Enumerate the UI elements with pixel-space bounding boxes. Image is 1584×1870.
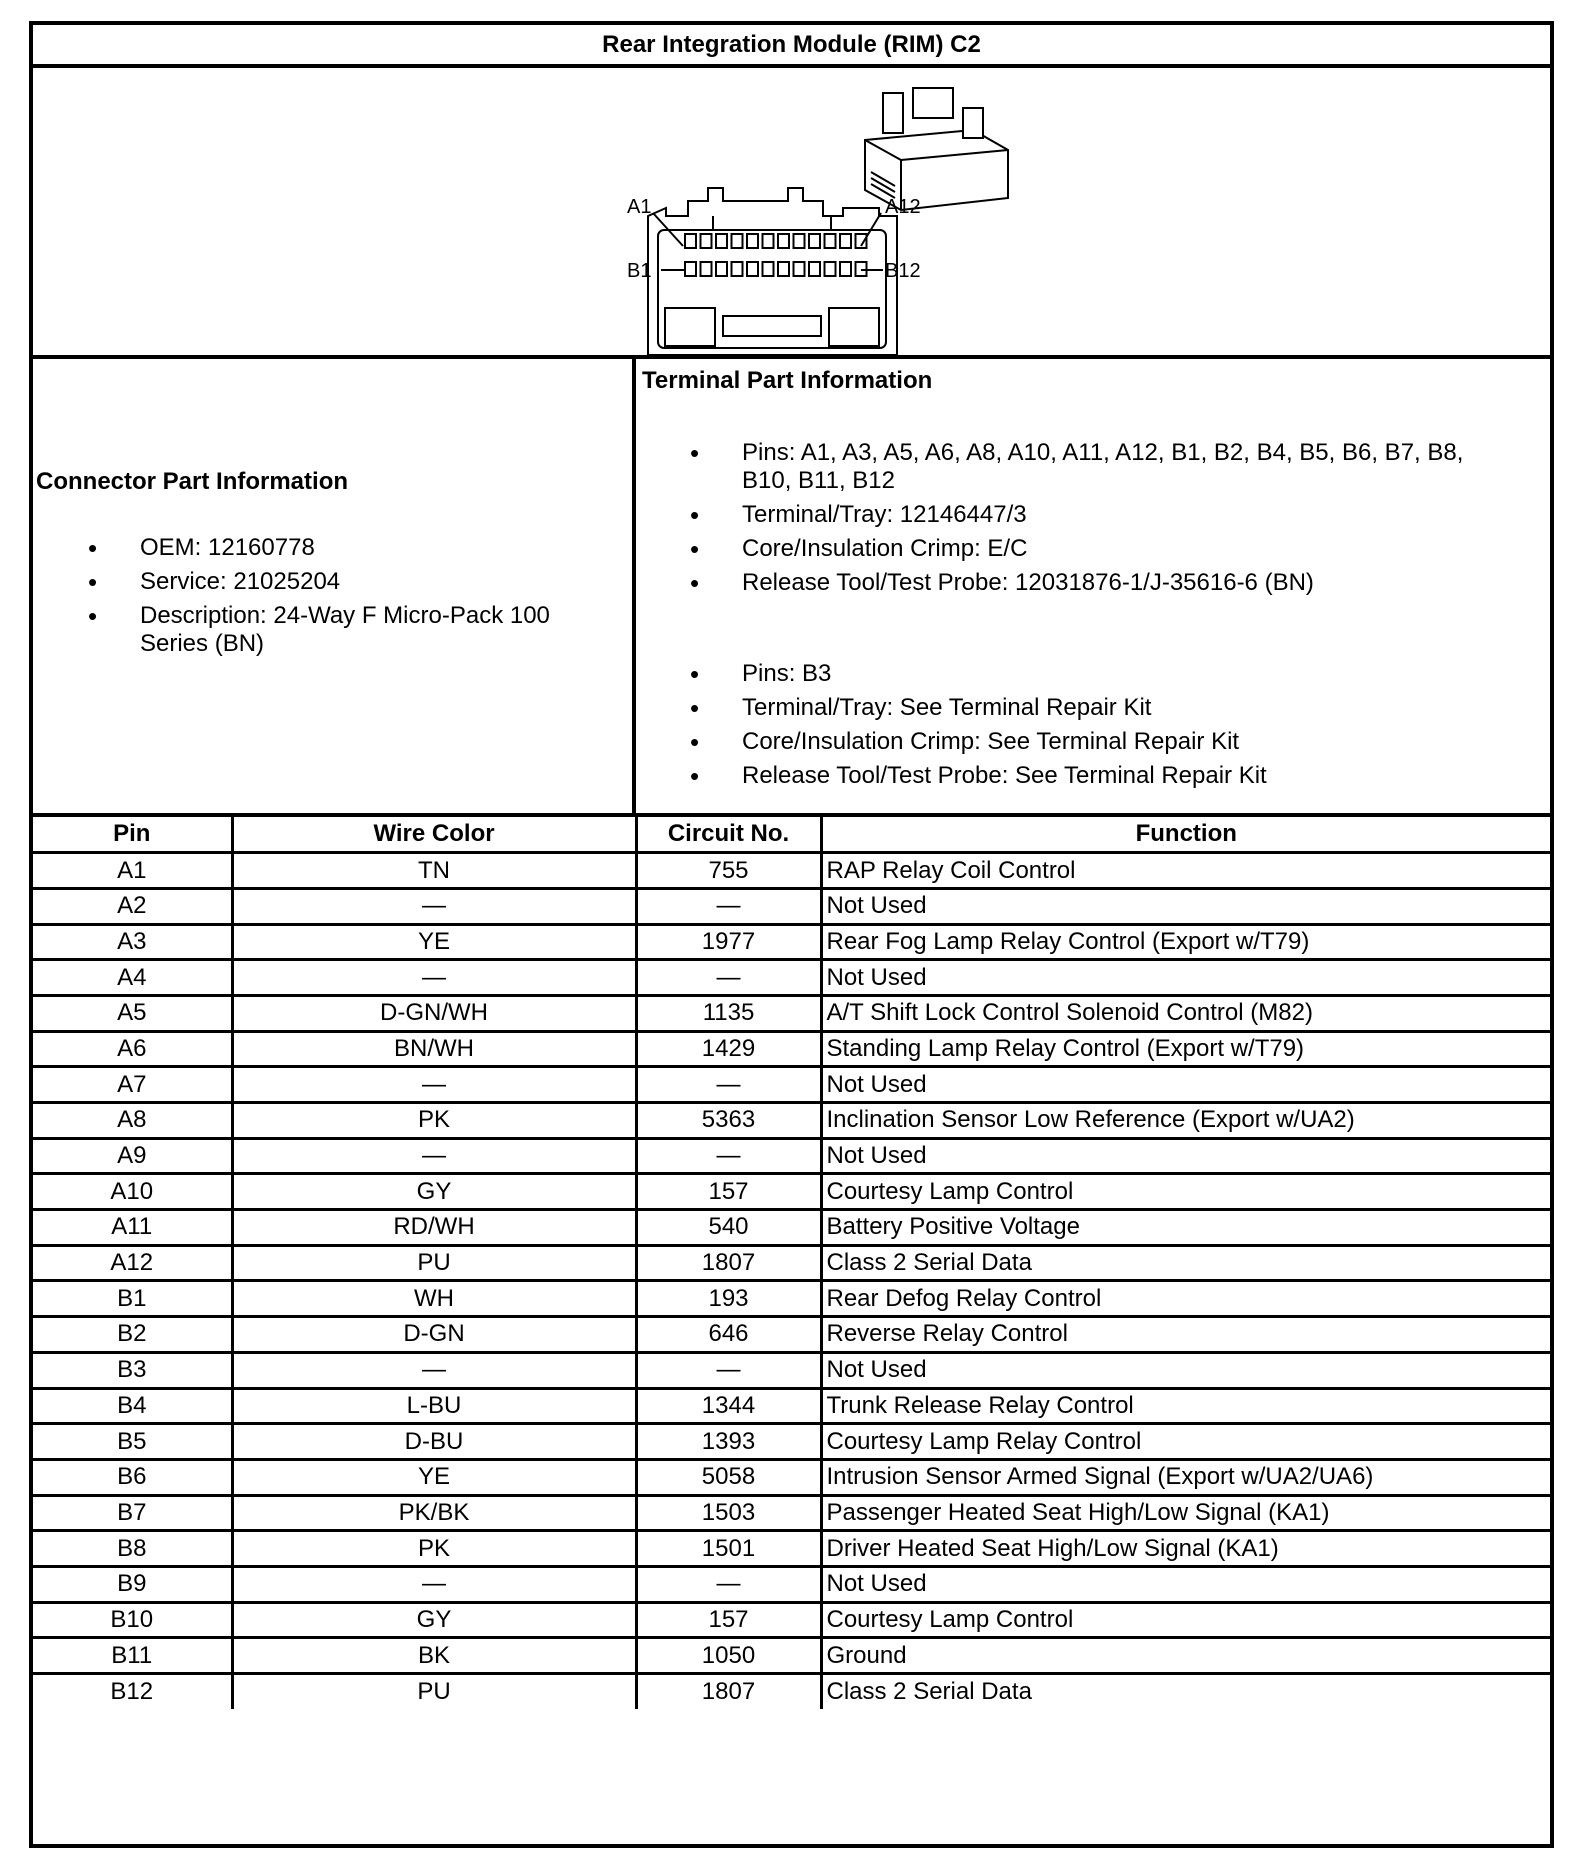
terminal-g2-pins: • Pins: B3 — [690, 660, 1490, 688]
pin-cell: A10 — [33, 1174, 232, 1210]
label-b1: B1 — [627, 260, 652, 282]
pin-cell: B3 — [33, 1352, 232, 1388]
connector-part-info — [33, 359, 636, 813]
circuit-no-cell: 540 — [636, 1210, 821, 1246]
pin-cell: B9 — [33, 1566, 232, 1602]
wire-color-cell: D-BU — [232, 1424, 636, 1460]
table-row — [33, 1067, 1550, 1103]
table-header-row — [33, 817, 1550, 853]
pin-cell: A9 — [33, 1138, 232, 1174]
header-wire-color: Wire Color — [232, 817, 636, 853]
pin-cell: B12 — [33, 1674, 232, 1710]
circuit-no-cell: — — [636, 1352, 821, 1388]
connector-info-list — [88, 534, 568, 664]
function-cell: Courtesy Lamp Control — [821, 1602, 1550, 1638]
pin-cell: A3 — [33, 924, 232, 960]
circuit-no-cell: 157 — [636, 1174, 821, 1210]
table-row — [33, 1495, 1550, 1531]
circuit-no-cell: 193 — [636, 1281, 821, 1317]
connector-diagram-panel — [33, 68, 1550, 359]
function-cell: Not Used — [821, 1566, 1550, 1602]
connector-description: • Description: 24-Way F Micro-Pack 100 Series (BN) — [88, 602, 568, 658]
pin-cell: B7 — [33, 1495, 232, 1531]
circuit-no-cell: 1807 — [636, 1674, 821, 1710]
part-info-panel — [33, 359, 1550, 817]
table-row — [33, 1674, 1550, 1710]
circuit-no-cell: 1807 — [636, 1245, 821, 1281]
table-row — [33, 995, 1550, 1031]
wire-color-cell: PK/BK — [232, 1495, 636, 1531]
connector-service: • Service: 21025204 — [88, 568, 568, 596]
wire-color-cell: L-BU — [232, 1388, 636, 1424]
function-cell: Reverse Relay Control — [821, 1317, 1550, 1353]
wire-color-cell: BK — [232, 1638, 636, 1674]
function-cell: Driver Heated Seat High/Low Signal (KA1) — [821, 1531, 1550, 1567]
table-row — [33, 1602, 1550, 1638]
function-cell: Rear Defog Relay Control — [821, 1281, 1550, 1317]
table-row — [33, 1424, 1550, 1460]
wire-color-cell: D-GN/WH — [232, 995, 636, 1031]
pin-cell: A5 — [33, 995, 232, 1031]
pinout-table-body — [33, 853, 1550, 1710]
pin-cell: B11 — [33, 1638, 232, 1674]
circuit-no-cell: 1503 — [636, 1495, 821, 1531]
function-cell: Not Used — [821, 888, 1550, 924]
circuit-no-cell: 1977 — [636, 924, 821, 960]
terminal-g1-tray: • Terminal/Tray: 12146447/3 — [690, 501, 1490, 529]
wire-color-cell: TN — [232, 853, 636, 889]
pin-cell: A2 — [33, 888, 232, 924]
header-function: Function — [821, 817, 1550, 853]
table-row — [33, 1566, 1550, 1602]
pinout-table — [33, 817, 1550, 1709]
terminal-part-info — [636, 359, 1550, 813]
label-b12: B12 — [885, 260, 921, 282]
circuit-no-cell: 1050 — [636, 1638, 821, 1674]
circuit-no-cell: 157 — [636, 1602, 821, 1638]
circuit-no-cell: 5363 — [636, 1103, 821, 1139]
wire-color-cell: — — [232, 1566, 636, 1602]
pin-cell: A8 — [33, 1103, 232, 1139]
connector-oem: • OEM: 12160778 — [88, 534, 568, 562]
table-row — [33, 960, 1550, 996]
pin-cell: A6 — [33, 1031, 232, 1067]
wire-color-cell: YE — [232, 1459, 636, 1495]
wire-color-cell: PK — [232, 1103, 636, 1139]
circuit-no-cell: — — [636, 960, 821, 996]
circuit-no-cell: — — [636, 888, 821, 924]
pin-cell: A11 — [33, 1210, 232, 1246]
terminal-g2-tool: • Release Tool/Test Probe: See Terminal Repair Kit — [690, 762, 1490, 790]
pin-cell: B10 — [33, 1602, 232, 1638]
pin-cell: A1 — [33, 853, 232, 889]
terminal-g2-tray: • Terminal/Tray: See Terminal Repair Kit — [690, 694, 1490, 722]
header-pin: Pin — [33, 817, 232, 853]
wire-color-cell: — — [232, 960, 636, 996]
wire-color-cell: BN/WH — [232, 1031, 636, 1067]
wire-color-cell: GY — [232, 1602, 636, 1638]
table-row — [33, 1638, 1550, 1674]
table-row — [33, 1210, 1550, 1246]
function-cell: Class 2 Serial Data — [821, 1245, 1550, 1281]
circuit-no-cell: 1393 — [636, 1424, 821, 1460]
connector-iso-icon — [865, 88, 1008, 210]
wire-color-cell: D-GN — [232, 1317, 636, 1353]
circuit-no-cell: 5058 — [636, 1459, 821, 1495]
table-row — [33, 1459, 1550, 1495]
wire-color-cell: PK — [232, 1531, 636, 1567]
table-row — [33, 1245, 1550, 1281]
table-row — [33, 924, 1550, 960]
wire-color-cell: — — [232, 888, 636, 924]
header-circuit-no: Circuit No. — [636, 817, 821, 853]
table-row — [33, 1174, 1550, 1210]
table-row — [33, 1031, 1550, 1067]
function-cell: Not Used — [821, 960, 1550, 996]
function-cell: Passenger Heated Seat High/Low Signal (KA1) — [821, 1495, 1550, 1531]
table-row — [33, 853, 1550, 889]
circuit-no-cell: 1429 — [636, 1031, 821, 1067]
table-row — [33, 1388, 1550, 1424]
connector-diagram — [33, 68, 1550, 355]
function-cell: Intrusion Sensor Armed Signal (Export w/UA2/UA6) — [821, 1459, 1550, 1495]
pin-cell: B6 — [33, 1459, 232, 1495]
table-row — [33, 1103, 1550, 1139]
label-a1: A1 — [627, 196, 652, 218]
connector-info-title: Connector Part Information — [36, 468, 349, 495]
table-row — [33, 1531, 1550, 1567]
circuit-no-cell: 1344 — [636, 1388, 821, 1424]
pin-cell: A7 — [33, 1067, 232, 1103]
wire-color-cell: RD/WH — [232, 1210, 636, 1246]
function-cell: Ground — [821, 1638, 1550, 1674]
table-row — [33, 1352, 1550, 1388]
terminal-info-title: Terminal Part Information — [642, 367, 933, 394]
circuit-no-cell: — — [636, 1067, 821, 1103]
table-row — [33, 888, 1550, 924]
circuit-no-cell: 646 — [636, 1317, 821, 1353]
table-row — [33, 1138, 1550, 1174]
circuit-no-cell: 755 — [636, 853, 821, 889]
wire-color-cell: PU — [232, 1245, 636, 1281]
wire-color-cell: WH — [232, 1281, 636, 1317]
wire-color-cell: YE — [232, 924, 636, 960]
wire-color-cell: PU — [232, 1674, 636, 1710]
function-cell: Not Used — [821, 1138, 1550, 1174]
function-cell: Standing Lamp Relay Control (Export w/T79) — [821, 1031, 1550, 1067]
pin-cell: B8 — [33, 1531, 232, 1567]
function-cell: Not Used — [821, 1067, 1550, 1103]
function-cell: Courtesy Lamp Relay Control — [821, 1424, 1550, 1460]
table-row — [33, 1317, 1550, 1353]
wire-color-cell: — — [232, 1138, 636, 1174]
page-title: Rear Integration Module (RIM) C2 — [33, 25, 1550, 68]
label-a12: A12 — [885, 196, 921, 218]
connector-sheet — [29, 21, 1554, 1848]
wire-color-cell: — — [232, 1352, 636, 1388]
terminal-g1-pins: • Pins: A1, A3, A5, A6, A8, A10, A11, A12, B1, B2, B4, B5, B6, B7, B8, B10, B11, B12 — [690, 439, 1490, 495]
function-cell: Battery Positive Voltage — [821, 1210, 1550, 1246]
function-cell: Trunk Release Relay Control — [821, 1388, 1550, 1424]
function-cell: Inclination Sensor Low Reference (Export w/UA2) — [821, 1103, 1550, 1139]
function-cell: A/T Shift Lock Control Solenoid Control (M82) — [821, 995, 1550, 1031]
terminal-g1-tool: • Release Tool/Test Probe: 12031876-1/J-35616-6 (BN) — [690, 569, 1490, 597]
pin-cell: A4 — [33, 960, 232, 996]
table-row — [33, 1281, 1550, 1317]
circuit-no-cell: — — [636, 1138, 821, 1174]
pin-cell: A12 — [33, 1245, 232, 1281]
function-cell: Rear Fog Lamp Relay Control (Export w/T79) — [821, 924, 1550, 960]
terminal-group-1 — [690, 439, 1490, 603]
function-cell: Not Used — [821, 1352, 1550, 1388]
terminal-group-2 — [690, 660, 1490, 796]
pin-cell: B4 — [33, 1388, 232, 1424]
terminal-g2-crimp: • Core/Insulation Crimp: See Terminal Repair Kit — [690, 728, 1490, 756]
pin-cell: B5 — [33, 1424, 232, 1460]
circuit-no-cell: 1135 — [636, 995, 821, 1031]
function-cell: Class 2 Serial Data — [821, 1674, 1550, 1710]
wire-color-cell: — — [232, 1067, 636, 1103]
pin-cell: B2 — [33, 1317, 232, 1353]
circuit-no-cell: 1501 — [636, 1531, 821, 1567]
pin-cell: B1 — [33, 1281, 232, 1317]
wire-color-cell: GY — [232, 1174, 636, 1210]
function-cell: Courtesy Lamp Control — [821, 1174, 1550, 1210]
function-cell: RAP Relay Coil Control — [821, 853, 1550, 889]
terminal-g1-crimp: • Core/Insulation Crimp: E/C — [690, 535, 1490, 563]
circuit-no-cell: — — [636, 1566, 821, 1602]
